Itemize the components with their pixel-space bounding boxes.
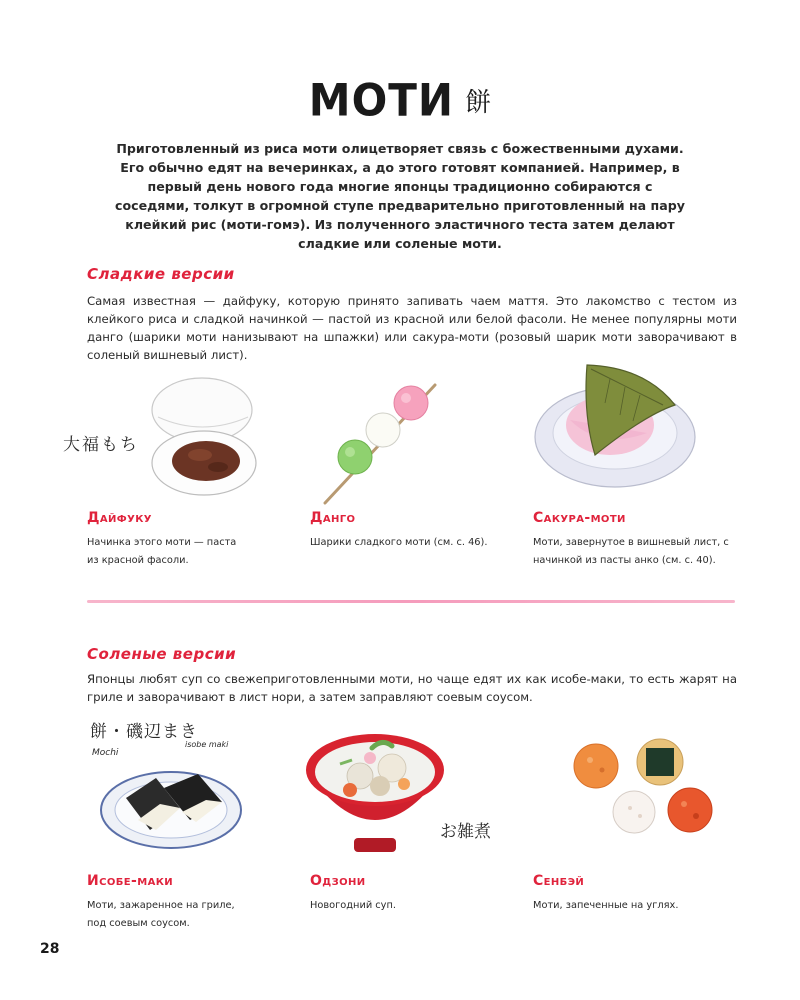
item-senbei-name: Сенбэй — [533, 873, 585, 889]
senbei-illustration — [560, 730, 730, 840]
item-senbei — [533, 873, 763, 915]
item-isobe-maki-name: Исобе-маки — [87, 873, 174, 889]
item-ozoni — [310, 873, 540, 915]
item-dango — [310, 510, 540, 552]
item-sakura-mochi-desc: Моти, завернутое в вишневый лист, с начинкой из пасты анко (см. с. 40). — [533, 537, 729, 566]
daifuku-illustration — [140, 375, 265, 500]
daifuku-caption: 大福もち — [63, 435, 139, 455]
salty-section-heading: Соленые версии — [87, 645, 237, 663]
item-daifuku — [87, 510, 317, 570]
item-sakura-mochi-name: Сакура-моти — [533, 510, 626, 526]
item-daifuku-desc: Начинка этого моти — паста из красной фасоли. — [87, 537, 237, 566]
salty-section-text: Японцы любят суп со свежеприготовленными моти, но чаще едят их как исобе-маки, то есть жарят на гриле и заворачивают в лист нори, а затем заправляют соевым соусом. — [87, 672, 737, 704]
item-isobe-maki — [87, 873, 317, 933]
ozoni-illustration — [300, 720, 450, 860]
isobe-caption: 餅・磯辺まき — [90, 722, 198, 742]
item-ozoni-name: Одзони — [310, 873, 366, 889]
page-number: 28 — [40, 941, 60, 957]
sakura-mochi-illustration — [525, 355, 700, 495]
sweet-section-text: Самая известная — дайфуку, которую принято запивать чаем маття. Это лакомство с тестом из клейкого риса и сладкой начинкой — пастой из красной или белой фасоли. Не менее популярны моти данго (шарики моти нанизывают на шпажки) или сакура-моти (розовый шарик моти заворачивают в соленый вишневый лист). — [87, 294, 737, 362]
title-block — [0, 76, 800, 125]
intro-paragraph: Приготовленный из риса моти олицетворяет связь с божественными духами. Его обычно едят на вечеринках, а до этого готовят компанией. Например, в первый день нового года многие японцы традиционно собираются с соседями, толкут в огромной ступе предварительно приготовленный на пару клейкий рис (моти-гомэ). Из полученного эластичного теста затем делают сладкие или соленые моти. — [115, 141, 685, 251]
item-dango-desc: Шарики сладкого моти (см. с. 46). — [310, 537, 488, 548]
title-kanji: 餅 — [465, 88, 492, 118]
item-senbei-desc: Моти, запеченные на углях. — [533, 900, 679, 911]
item-dango-name: Данго — [310, 510, 356, 526]
ozoni-caption: お雑煮 — [440, 822, 491, 842]
item-ozoni-desc: Новогодний суп. — [310, 900, 397, 911]
isobe-caption-romaji: isobe maki — [185, 740, 229, 749]
item-isobe-maki-desc: Моти, зажаренное на гриле, под соевым соусом. — [87, 900, 235, 929]
item-sakura-mochi — [533, 510, 763, 570]
isobe-maki-illustration — [98, 760, 248, 852]
section-divider — [87, 600, 735, 603]
isobe-caption-mochi: Mochi — [92, 748, 119, 758]
page-title: МОТИ — [308, 74, 455, 127]
dango-illustration — [315, 375, 455, 510]
item-daifuku-name: Дайфуку — [87, 510, 152, 526]
sweet-section-heading: Сладкие версии — [87, 265, 235, 283]
